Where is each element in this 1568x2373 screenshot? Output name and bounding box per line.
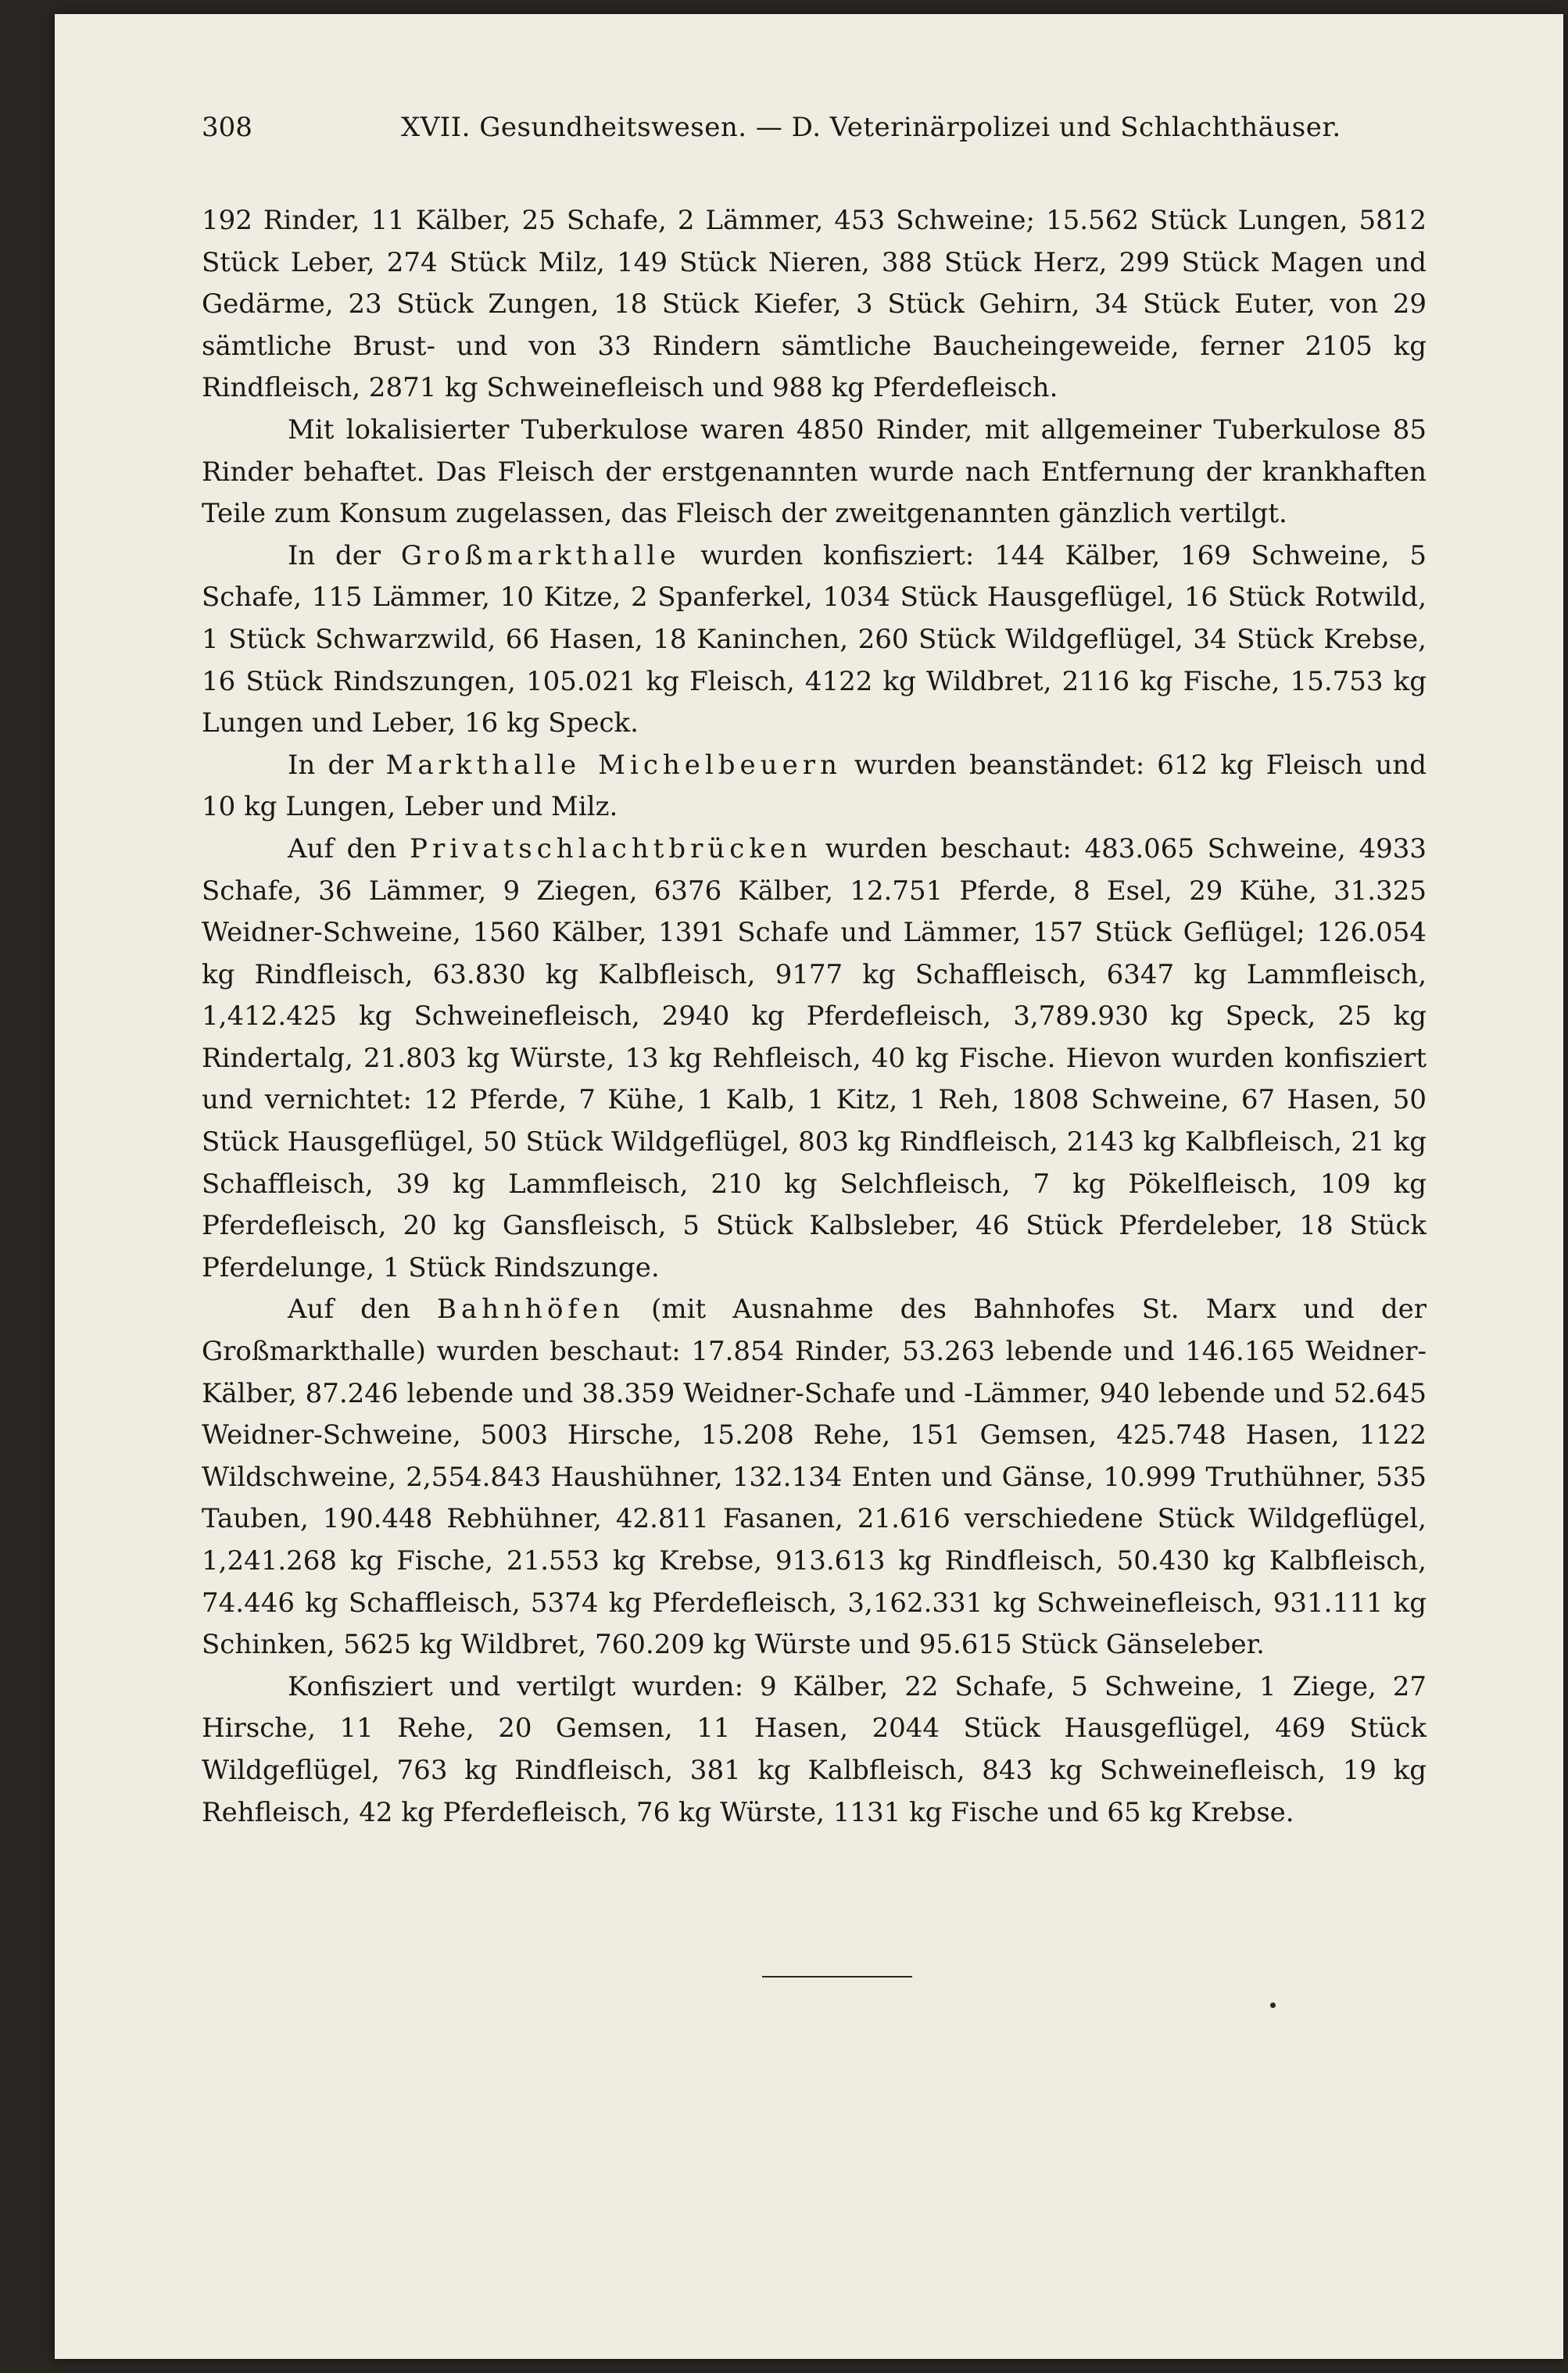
ink-speck: [1270, 2003, 1276, 2008]
paragraph-lead: In der: [288, 749, 374, 781]
spaced-heading-privatschlachtbruecken: Privatschlachtbrücken: [410, 832, 812, 864]
spaced-heading-bahnhoefe: Bahnhöfen: [437, 1294, 625, 1326]
paragraph-body: wurden konfisziert: 144 Kälber, 169 Schweine, 5 Schafe, 115 Lämmer, 10 Kitze, 2 Spanferkel, 1034 Stück Hausgeflügel, 16 Stück Rotwild, 1 Stück Schwarzwild, 66 Hasen, 18 Kaninchen, 260 Stück Wildgeflügel, 34 Stück Krebse, 16 Stück Rindszungen, 105.021 kg Fleisch, 4122 kg Wildbret, 2116 kg Fische, 15.753 kg Lungen und Leber, 16 kg Speck.: [202, 539, 1427, 739]
paragraph-lead: Auf den: [288, 1294, 410, 1326]
paragraph-lead: In der: [288, 539, 381, 571]
paragraph-lead: Auf den: [288, 832, 397, 864]
paragraph-michelbeuern: [202, 745, 1427, 829]
body-text: [202, 200, 1427, 1834]
paragraph-konfisziert: Konfisziert und vertilgt wurden: 9 Kälber, 22 Schafe, 5 Schweine, 1 Ziege, 27 Hirsche, 11 Rehe, 20 Gemsen, 11 Hasen, 2044 Stück Hausgeflügel, 469 Stück Wildgeflügel, 763 kg Rindfleisch, 381 kg Kalbfleisch, 843 kg Schweinefleisch, 19 kg Rehfleisch, 42 kg Pferdefleisch, 76 kg Würste, 1131 kg Fische und 65 kg Krebse.: [202, 1670, 1427, 1828]
spaced-heading-grossmarkthalle: Großmarkthalle: [400, 539, 681, 571]
scanned-page: [55, 14, 1563, 2359]
running-head: XVII. Gesundheitswesen. — D. Veterinärpolizei und Schlachthäuser.: [401, 112, 1341, 143]
paragraph-inspection-list: 192 Rinder, 11 Kälber, 25 Schafe, 2 Lämmer, 453 Schweine; 15.562 Stück Lungen, 5812 Stück Leber, 274 Stück Milz, 149 Stück Nieren, 388 Stück Herz, 299 Stück Magen und Gedärme, 23 Stück Zungen, 18 Stück Kiefer, 3 Stück Gehirn, 34 Stück Euter, von 29 sämtliche Brust- und von 33 Rindern sämtliche Baucheingeweide, ferner 2105 kg Rindfleisch, 2871 kg Schweinefleisch und 988 kg Pferdefleisch.: [202, 205, 1427, 404]
paragraph-privatschlachtbruecken: [202, 829, 1427, 1290]
page-header: [202, 112, 1437, 159]
spaced-heading-michelbeuern: Markthalle Michelbeuern: [385, 749, 842, 781]
paragraph-grossmarkthalle: [202, 535, 1427, 745]
paragraph-body: wurden beschaut: 483.065 Schweine, 4933 Schafe, 36 Lämmer, 9 Ziegen, 6376 Kälber, 12.751 Pferde, 8 Esel, 29 Kühe, 31.325 Weidner-Schweine, 1560 Kälber, 1391 Schafe und Lämmer, 157 Stück Geflügel; 126.054 kg Rindfleisch, 63.830 kg Kalbfleisch, 9177 kg Schaffleisch, 6347 kg Lammfleisch, 1,412.425 kg Schweinefleisch, 2940 kg Pferdefleisch, 3,789.930 kg Speck, 25 kg Rindertalg, 21.803 kg Würste, 13 kg Rehfleisch, 40 kg Fische. Hievon wurden konfisziert und vernichtet: 12 Pferde, 7 Kühe, 1 Kalb, 1 Kitz, 1 Reh, 1808 Schweine, 67 Hasen, 50 Stück Hausgeflügel, 50 Stück Wildgeflügel, 803 kg Rindfleisch, 2143 kg Kalbfleisch, 21 kg Schaffleisch, 39 kg Lammfleisch, 210 kg Selchfleisch, 7 kg Pökelfleisch, 109 kg Pferdefleisch, 20 kg Gansfleisch, 5 Stück Kalbsleber, 46 Stück Pferdeleber, 18 Stück Pferdelunge, 1 Stück Rindszunge.: [202, 832, 1427, 1283]
page-number: 308: [202, 112, 252, 143]
paragraph-body: (mit Ausnahme des Bahnhofes St. Marx und der Großmarkthalle) wurden beschaut: 17.854 Rinder, 53.263 lebende und 146.165 Weidner-Kälber, 87.246 lebende und 38.359 Weidner-Schafe und -Lämmer, 940 lebende und 52.645 Weidner-Schweine, 5003 Hirsche, 15.208 Rehe, 151 Gemsen, 425.748 Hasen, 1122 Wildschweine, 2,554.843 Haushühner, 132.134 Enten und Gänse, 10.999 Truthühner, 535 Tauben, 190.448 Rebhühner, 42.811 Fasanen, 21.616 verschiedene Stück Wildgeflügel, 1,241.268 kg Fische, 21.553 kg Krebse, 913.613 kg Rindfleisch, 50.430 kg Kalbfleisch, 74.446 kg Schaffleisch, 5374 kg Pferdefleisch, 3,162.331 kg Schweinefleisch, 931.111 kg Schinken, 5625 kg Wildbret, 760.209 kg Würste und 95.615 Stück Gänseleber.: [202, 1294, 1427, 1661]
paragraph-tuberculosis: Mit lokalisierter Tuberkulose waren 4850 Rinder, mit allgemeiner Tuberkulose 85 Rinder behaftet. Das Fleisch der erstgenannten wurde nach Entfernung der krankhaften Teile zum Konsum zugelassen, das Fleisch der zweitgenannten gänzlich vertilgt.: [202, 413, 1427, 530]
paragraph-body: wurden beanständet: 612 kg Fleisch und 10 kg Lungen, Leber und Milz.: [202, 749, 1427, 823]
paragraph-bahnhoefe: [202, 1289, 1427, 1666]
closing-rule: [762, 1976, 912, 1978]
